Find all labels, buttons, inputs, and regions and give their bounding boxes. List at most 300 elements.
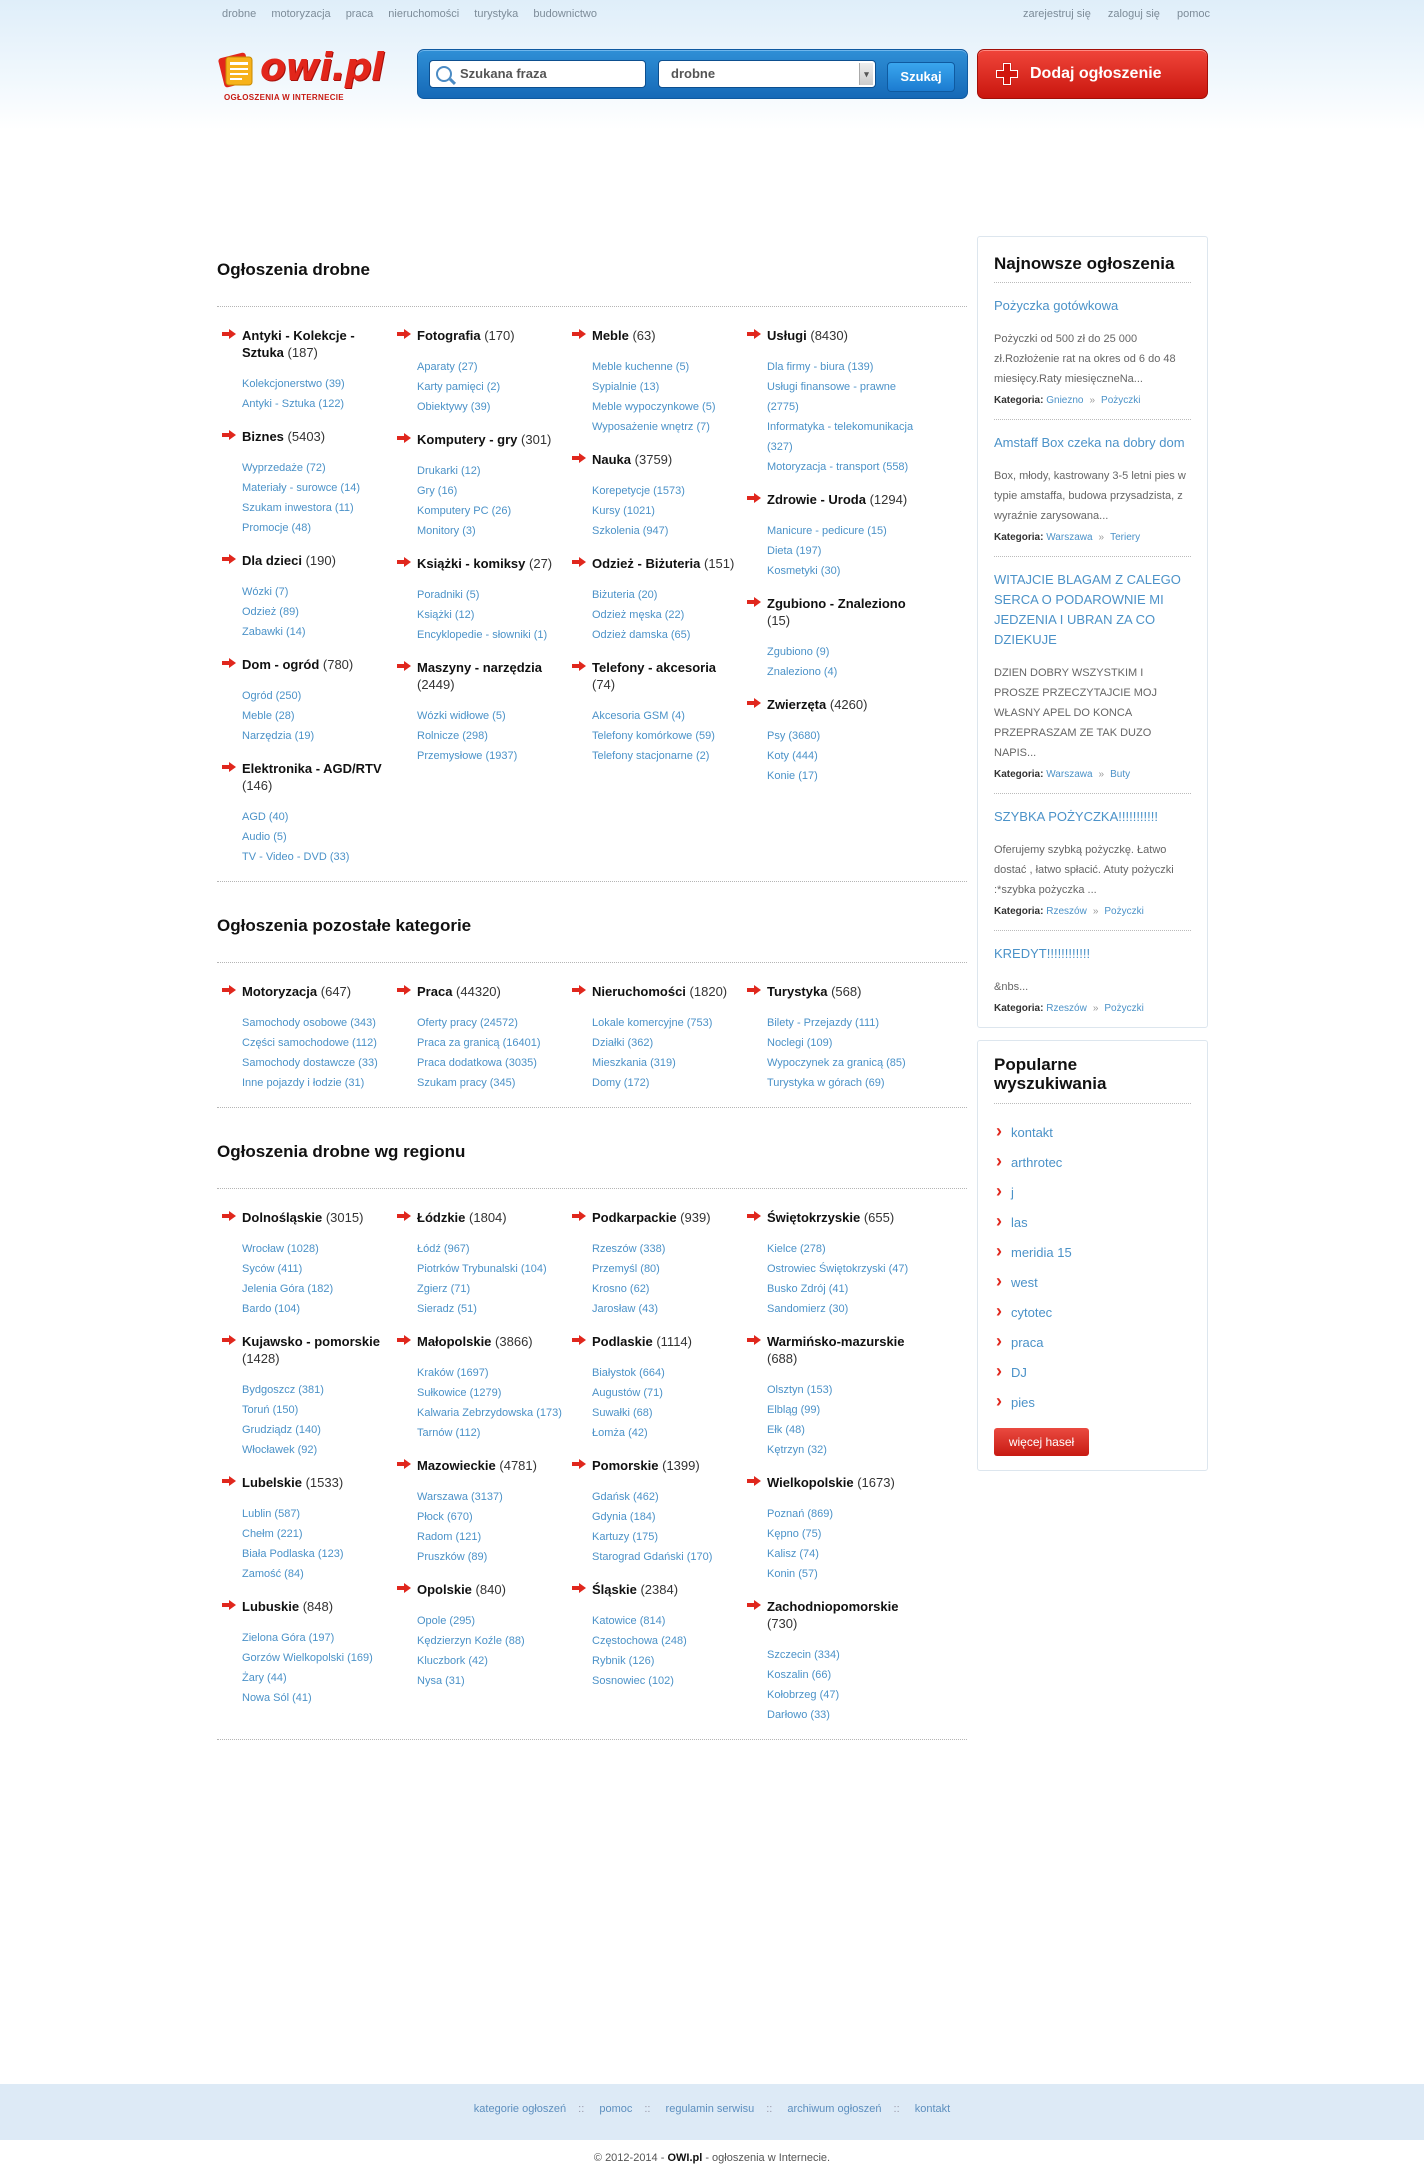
category-heading[interactable] <box>767 1474 917 1491</box>
subcategory-link[interactable]: Grudziądz (140) <box>242 1424 321 1436</box>
subcategory-link[interactable]: Ostrowiec Świętokrzyski (47) <box>767 1263 909 1275</box>
subcategory-link[interactable]: Turystyka w górach (69) <box>767 1077 885 1089</box>
subcategory-list <box>767 1504 917 1584</box>
listing-subcategory-link[interactable]: Buty <box>1110 769 1131 780</box>
category-grid <box>217 307 967 881</box>
subcategory-link[interactable]: Samochody dostawcze (33) <box>242 1057 378 1069</box>
subcategory-link[interactable]: Gdańsk (462) <box>592 1491 659 1503</box>
subcategory-link[interactable]: Sułkowice (1279) <box>417 1387 502 1399</box>
subcategory-link[interactable]: Warszawa (3137) <box>417 1491 503 1503</box>
subcategory-link[interactable]: Biżuteria (20) <box>592 589 658 601</box>
popular-search-link[interactable]: › west <box>994 1268 1191 1298</box>
subcategory-link[interactable]: Usługi finansowe - prawne (2775) <box>767 381 897 413</box>
subcategory-link[interactable]: Sosnowiec (102) <box>592 1675 674 1687</box>
subcategory-link[interactable]: Meble (28) <box>242 710 295 722</box>
subcategory-link[interactable]: Akcesoria GSM (4) <box>592 710 685 722</box>
subcategory-link[interactable]: Sypialnie (13) <box>592 381 660 393</box>
arrow-right-icon <box>572 985 586 995</box>
top-link-praca[interactable]: praca <box>345 8 374 20</box>
category-name[interactable]: Zachodniopomorskie <box>767 1599 899 1614</box>
subcategory-link[interactable]: Piotrków Trybunalski (104) <box>417 1263 547 1275</box>
subcategory-list <box>242 1013 392 1093</box>
subcategory-link[interactable]: Odzież męska (22) <box>592 609 685 621</box>
category-name[interactable]: Usługi <box>767 328 807 343</box>
subcategory-link[interactable]: Praca za granicą (16401) <box>417 1037 541 1049</box>
subcategory-link[interactable]: Płock (670) <box>417 1511 473 1523</box>
subcategory-link[interactable]: Korepetycje (1573) <box>592 485 685 497</box>
category-heading[interactable] <box>242 327 392 361</box>
subcategory-link[interactable]: Augustów (71) <box>592 1387 663 1399</box>
category-heading[interactable] <box>242 983 392 1000</box>
popular-search-link[interactable]: › cytotec <box>994 1298 1191 1328</box>
subcategory-list <box>417 1487 567 1567</box>
category-name[interactable]: Pomorskie <box>592 1458 659 1473</box>
subcategory-link[interactable]: Zgierz (71) <box>417 1283 471 1295</box>
category-heading[interactable] <box>242 1333 392 1367</box>
category-heading[interactable] <box>242 552 392 569</box>
category-heading[interactable] <box>417 1333 567 1350</box>
listing-title[interactable]: Amstaff Box czeka na dobry dom <box>994 435 1185 450</box>
subcategory-link[interactable]: Monitory (3) <box>417 525 476 537</box>
site-logo[interactable] <box>218 45 383 103</box>
category-name[interactable]: Podlaskie <box>592 1334 653 1349</box>
subcategory-link[interactable]: Gry (16) <box>417 485 458 497</box>
subcategory-link[interactable]: Kluczbork (42) <box>417 1655 488 1667</box>
category-name[interactable]: Biznes <box>242 429 284 444</box>
subcategory-link[interactable]: Kołobrzeg (47) <box>767 1689 840 1701</box>
top-link-nieruchomosci[interactable]: nieruchomości <box>388 8 460 20</box>
category-name[interactable]: Meble <box>592 328 629 343</box>
subcategory-link[interactable]: Noclegi (109) <box>767 1037 833 1049</box>
subcategory-link[interactable]: Jarosław (43) <box>592 1303 659 1315</box>
subcategory-link[interactable]: Materiały - surowce (14) <box>242 482 360 494</box>
subcategory-link[interactable]: Szkolenia (947) <box>592 525 669 537</box>
top-link-budownictwo[interactable]: budownictwo <box>533 8 597 20</box>
account-links <box>1009 8 1210 20</box>
subcategory-link[interactable]: Konie (17) <box>767 770 818 782</box>
subcategory-link[interactable]: Telefony komórkowe (59) <box>592 730 715 742</box>
subcategory-link[interactable]: Motoryzacja - transport (558) <box>767 461 909 473</box>
footer-link-categories[interactable]: kategorie ogłoszeń <box>473 2103 567 2115</box>
subcategory-link[interactable]: Meble wypoczynkowe (5) <box>592 401 716 413</box>
search-input[interactable] <box>429 60 646 88</box>
search-icon <box>436 66 452 82</box>
category-name[interactable]: Mazowieckie <box>417 1458 496 1473</box>
category-heading[interactable] <box>592 983 742 1000</box>
subcategory-link[interactable]: Audio (5) <box>242 831 287 843</box>
subcategory-link[interactable]: Katowice (814) <box>592 1615 666 1627</box>
category-block <box>742 696 917 786</box>
subcategory-link[interactable]: Oferty pracy (24572) <box>417 1017 518 1029</box>
subcategory-link[interactable]: Inne pojazdy i łodzie (31) <box>242 1077 365 1089</box>
subcategory-link[interactable]: Starograd Gdański (170) <box>592 1551 713 1563</box>
category-name[interactable]: Fotografia <box>417 328 481 343</box>
listing-location-link[interactable]: Rzeszów <box>1046 906 1087 917</box>
search-button[interactable]: Szukaj <box>887 62 955 92</box>
category-heading[interactable] <box>417 983 567 1000</box>
top-link-turystyka[interactable]: turystyka <box>474 8 519 20</box>
category-column <box>392 983 567 1107</box>
category-name[interactable]: Zwierzęta <box>767 697 827 712</box>
category-name[interactable]: Podkarpackie <box>592 1210 677 1225</box>
subcategory-link[interactable]: Meble kuchenne (5) <box>592 361 690 373</box>
subcategory-link[interactable]: Promocje (48) <box>242 522 312 534</box>
subcategory-link[interactable]: Sieradz (51) <box>417 1303 477 1315</box>
subcategory-link[interactable]: Włocławek (92) <box>242 1444 318 1456</box>
subcategory-link[interactable]: Działki (362) <box>592 1037 654 1049</box>
subcategory-link[interactable]: Busko Zdrój (41) <box>767 1283 849 1295</box>
category-heading[interactable] <box>767 1333 917 1367</box>
subcategory-link[interactable]: Narzędzia (19) <box>242 730 315 742</box>
category-heading[interactable] <box>242 428 392 445</box>
category-heading[interactable] <box>592 1457 742 1474</box>
category-heading[interactable] <box>417 431 567 448</box>
subcategory-link[interactable]: Odzież damska (65) <box>592 629 691 641</box>
top-link-motoryzacja[interactable]: motoryzacja <box>271 8 331 20</box>
category-name[interactable]: Nieruchomości <box>592 984 686 999</box>
popular-search-link[interactable]: › pies <box>994 1388 1191 1418</box>
search-placeholder: Szukana fraza <box>460 66 547 81</box>
category-block <box>392 659 567 766</box>
category-name[interactable]: Świętokrzyskie <box>767 1210 861 1225</box>
subcategory-link[interactable]: Koty (444) <box>767 750 818 762</box>
subcategory-link[interactable]: Kraków (1697) <box>417 1367 489 1379</box>
category-block <box>567 555 742 645</box>
category-name[interactable]: Dolnośląskie <box>242 1210 323 1225</box>
arrow-right-icon <box>397 985 411 995</box>
category-name[interactable]: Opolskie <box>417 1582 472 1597</box>
footer-link-terms[interactable]: regulamin serwisu <box>665 2103 755 2115</box>
subcategory-link[interactable]: Łomża (42) <box>592 1427 648 1439</box>
subcategory-link[interactable]: Kętrzyn (32) <box>767 1444 827 1456</box>
subcategory-link[interactable]: Kalisz (74) <box>767 1548 819 1560</box>
category-heading[interactable] <box>592 451 742 468</box>
category-count: (730) <box>767 1616 798 1631</box>
category-count: (63) <box>632 328 656 343</box>
listing-location-link[interactable]: Rzeszów <box>1046 1003 1087 1014</box>
category-heading[interactable] <box>417 1457 567 1474</box>
subcategory-link[interactable]: Wyprzedaże (72) <box>242 462 326 474</box>
subcategory-link[interactable]: TV - Video - DVD (33) <box>242 851 350 863</box>
category-block <box>742 595 917 682</box>
category-name[interactable]: Małopolskie <box>417 1334 492 1349</box>
category-name[interactable]: Śląskie <box>592 1582 637 1597</box>
double-chevron-icon: » <box>1092 1003 1099 1014</box>
category-name[interactable]: Telefony - akcesoria <box>592 660 717 675</box>
arrow-right-icon <box>222 329 236 339</box>
subcategory-link[interactable]: Kursy (1021) <box>592 505 655 517</box>
subcategory-link[interactable]: Ogród (250) <box>242 690 302 702</box>
category-heading[interactable] <box>417 1209 567 1226</box>
subcategory-link[interactable]: Krosno (62) <box>592 1283 650 1295</box>
category-name[interactable]: Komputery - gry <box>417 432 518 447</box>
top-bar <box>222 8 1210 24</box>
subcategory-link[interactable]: Kolekcjonerstwo (39) <box>242 378 345 390</box>
subcategory-link[interactable]: Lokale komercyjne (753) <box>592 1017 713 1029</box>
listing-title[interactable]: KREDYT!!!!!!!!!!!! <box>994 946 1091 961</box>
category-heading[interactable] <box>767 983 917 1000</box>
category-heading[interactable] <box>592 1209 742 1226</box>
category-heading[interactable] <box>767 1598 917 1632</box>
arrow-right-icon <box>747 1211 761 1221</box>
sidebar <box>977 236 1208 1471</box>
subcategory-link[interactable]: Częstochowa (248) <box>592 1635 687 1647</box>
category-heading[interactable] <box>242 760 392 794</box>
subcategory-link[interactable]: Sandomierz (30) <box>767 1303 849 1315</box>
subcategory-link[interactable]: Odzież (89) <box>242 606 299 618</box>
subcategory-link[interactable]: Żary (44) <box>242 1672 287 1684</box>
subcategory-link[interactable]: Dieta (197) <box>767 545 822 557</box>
subcategory-link[interactable]: AGD (40) <box>242 811 289 823</box>
register-link[interactable]: zarejestruj się <box>1023 8 1091 20</box>
subcategory-link[interactable]: Chełm (221) <box>242 1528 303 1540</box>
category-name[interactable]: Dom - ogród <box>242 657 320 672</box>
category-name[interactable]: Zgubiono - Znaleziono <box>767 596 906 611</box>
subcategory-link[interactable]: Wyposażenie wnętrz (7) <box>592 421 710 433</box>
category-heading[interactable] <box>767 595 917 629</box>
category-block <box>567 1333 742 1443</box>
arrow-right-icon <box>397 1459 411 1469</box>
category-heading[interactable] <box>592 1333 742 1350</box>
category-name[interactable]: Kujawsko - pomorskie <box>242 1334 380 1349</box>
subcategory-link[interactable]: Wrocław (1028) <box>242 1243 319 1255</box>
category-name[interactable]: Zdrowie - Uroda <box>767 492 866 507</box>
subcategory-link[interactable]: Wypoczynek za granicą (85) <box>767 1057 906 1069</box>
subcategory-link[interactable]: Białystok (664) <box>592 1367 665 1379</box>
subcategory-link[interactable]: Psy (3680) <box>767 730 821 742</box>
subcategory-link[interactable]: Konin (57) <box>767 1568 818 1580</box>
category-heading[interactable] <box>417 1581 567 1598</box>
category-block <box>742 1333 917 1460</box>
listing-title[interactable]: WITAJCIE BLAGAM Z CALEGO SERCA O PODAROWNIE MI JEDZENIA I UBRAN ZA CO DZIEKUJE <box>994 572 1181 647</box>
listing-category-label: Kategoria: <box>994 1003 1044 1014</box>
subcategory-link[interactable]: Ełk (48) <box>767 1424 805 1436</box>
category-name[interactable]: Antyki - Kolekcje - Sztuka <box>242 328 355 360</box>
subcategory-link[interactable]: Poradniki (5) <box>417 589 480 601</box>
listing-subcategory-link[interactable]: Pożyczki <box>1104 906 1144 917</box>
subcategory-list <box>417 1239 567 1319</box>
listing-title[interactable]: Pożyczka gotówkowa <box>994 298 1119 313</box>
category-select[interactable] <box>658 60 876 88</box>
category-name[interactable]: Motoryzacja <box>242 984 318 999</box>
subcategory-link[interactable]: Karty pamięci (2) <box>417 381 501 393</box>
subcategory-link[interactable]: Manicure - pedicure (15) <box>767 525 887 537</box>
subcategory-link[interactable]: Łódź (967) <box>417 1243 470 1255</box>
subcategory-link[interactable]: Przemyśl (80) <box>592 1263 660 1275</box>
category-name[interactable]: Książki - komiksy <box>417 556 526 571</box>
subcategory-link[interactable]: Kartuzy (175) <box>592 1531 659 1543</box>
subcategory-list <box>417 1611 567 1691</box>
listing-description: Oferujemy szybką pożyczkę. Łatwo dostać , łatwo spłacić. Atuty pożyczki :*szybka pożyczka ... <box>994 844 1174 896</box>
listing-subcategory-link[interactable]: Pożyczki <box>1101 395 1141 406</box>
category-name[interactable]: Dla dzieci <box>242 553 302 568</box>
arrow-right-icon <box>572 1459 586 1469</box>
subcategory-link[interactable]: Praca dodatkowa (3035) <box>417 1057 537 1069</box>
listing-category-label: Kategoria: <box>994 769 1044 780</box>
popular-search-link[interactable]: › j <box>994 1178 1191 1208</box>
subcategory-link[interactable]: Telefony stacjonarne (2) <box>592 750 710 762</box>
category-block <box>392 327 567 417</box>
subcategory-link[interactable]: Wózki (7) <box>242 586 289 598</box>
subcategory-link[interactable]: Szukam pracy (345) <box>417 1077 516 1089</box>
subcategory-link[interactable]: Szukam inwestora (11) <box>242 502 354 514</box>
subcategory-link[interactable]: Toruń (150) <box>242 1404 299 1416</box>
subcategory-link[interactable]: Rolnicze (298) <box>417 730 488 742</box>
newest-listing-item <box>994 557 1191 793</box>
more-searches-button[interactable]: więcej haseł <box>994 1428 1089 1456</box>
subcategory-link[interactable]: Informatyka - telekomunikacja (327) <box>767 421 914 453</box>
footer-link-archive[interactable]: archiwum ogłoszeń <box>787 2103 882 2115</box>
listing-location-link[interactable]: Warszawa <box>1046 532 1093 543</box>
subcategory-link[interactable]: Samochody osobowe (343) <box>242 1017 376 1029</box>
category-heading[interactable] <box>767 696 917 713</box>
subcategory-link[interactable]: Biała Podlaska (123) <box>242 1548 344 1560</box>
subcategory-link[interactable]: Koszalin (66) <box>767 1669 832 1681</box>
category-heading[interactable] <box>242 1209 392 1226</box>
subcategory-link[interactable]: Poznań (869) <box>767 1508 834 1520</box>
subcategory-link[interactable]: Znaleziono (4) <box>767 666 838 678</box>
popular-search-link[interactable]: › praca <box>994 1328 1191 1358</box>
subcategory-link[interactable]: Mieszkania (319) <box>592 1057 676 1069</box>
category-heading[interactable] <box>417 327 567 344</box>
category-heading[interactable] <box>592 327 742 344</box>
category-block <box>392 1457 567 1567</box>
subcategory-link[interactable]: Kędzierzyn Koźle (88) <box>417 1635 525 1647</box>
subcategory-link[interactable]: Wózki widłowe (5) <box>417 710 506 722</box>
category-heading[interactable] <box>592 555 742 572</box>
category-heading[interactable] <box>242 1474 392 1491</box>
category-heading[interactable] <box>242 1598 392 1615</box>
subcategory-link[interactable]: Opole (295) <box>417 1615 476 1627</box>
subcategory-link[interactable]: Antyki - Sztuka (122) <box>242 398 345 410</box>
newest-listing-item <box>994 794 1191 930</box>
category-heading[interactable] <box>767 491 917 508</box>
listing-subcategory-link[interactable]: Pożyczki <box>1104 1003 1144 1014</box>
subcategory-list <box>592 1487 742 1567</box>
subcategory-link[interactable]: Bardo (104) <box>242 1303 301 1315</box>
subcategory-link[interactable]: Syców (411) <box>242 1263 303 1275</box>
popular-search-link[interactable]: › DJ <box>994 1358 1191 1388</box>
subcategory-link[interactable]: Olsztyn (153) <box>767 1384 833 1396</box>
category-heading[interactable] <box>417 555 567 572</box>
subcategory-link[interactable]: Bydgoszcz (381) <box>242 1384 324 1396</box>
subcategory-link[interactable]: Domy (172) <box>592 1077 650 1089</box>
subcategory-link[interactable]: Książki (12) <box>417 609 475 621</box>
subcategory-link[interactable]: Obiektywy (39) <box>417 401 491 413</box>
subcategory-link[interactable]: Zabawki (14) <box>242 626 306 638</box>
listing-title[interactable]: SZYBKA POŻYCZKA!!!!!!!!!!! <box>994 809 1158 824</box>
subcategory-link[interactable]: Pruszków (89) <box>417 1551 488 1563</box>
help-link[interactable]: pomoc <box>1176 8 1210 20</box>
subcategory-link[interactable]: Zielona Góra (197) <box>242 1632 335 1644</box>
category-heading[interactable] <box>592 659 742 693</box>
subcategory-link[interactable]: Lublin (587) <box>242 1508 301 1520</box>
subcategory-link[interactable]: Jelenia Góra (182) <box>242 1283 334 1295</box>
subcategory-link[interactable]: Kielce (278) <box>767 1243 826 1255</box>
category-name[interactable]: Nauka <box>592 452 632 467</box>
category-block <box>392 1581 567 1691</box>
subcategory-link[interactable]: Kalwaria Zebrzydowska (173) <box>417 1407 562 1419</box>
listing-location-link[interactable]: Gniezno <box>1046 395 1084 406</box>
subcategory-link[interactable]: Nowa Sól (41) <box>242 1692 312 1704</box>
subcategory-link[interactable]: Nysa (31) <box>417 1675 465 1687</box>
add-listing-button[interactable] <box>977 49 1208 99</box>
logo-newspaper-icon <box>218 51 260 89</box>
subcategory-link[interactable]: Radom (121) <box>417 1531 482 1543</box>
popular-search-link[interactable]: › meridia 15 <box>994 1238 1191 1268</box>
category-name[interactable]: Warmińsko-mazurskie <box>767 1334 905 1349</box>
category-name[interactable]: Maszyny - narzędzia <box>417 660 542 675</box>
listing-location-link[interactable]: Warszawa <box>1046 769 1093 780</box>
category-heading[interactable] <box>417 659 567 693</box>
subcategory-link[interactable]: Encyklopedie - słowniki (1) <box>417 629 548 641</box>
subcategory-link[interactable]: Kosmetyki (30) <box>767 565 841 577</box>
subcategory-link[interactable]: Kępno (75) <box>767 1528 822 1540</box>
subcategory-link[interactable]: Bilety - Przejazdy (111) <box>767 1017 880 1029</box>
category-name[interactable]: Praca <box>417 984 453 999</box>
category-heading[interactable] <box>592 1581 742 1598</box>
subcategory-list <box>592 1013 742 1093</box>
category-name[interactable]: Turystyka <box>767 984 828 999</box>
popular-search-link[interactable]: › las <box>994 1208 1191 1238</box>
category-name[interactable]: Odzież - Biżuteria <box>592 556 701 571</box>
category-name[interactable]: Łódzkie <box>417 1210 466 1225</box>
subcategory-link[interactable]: Zgubiono (9) <box>767 646 830 658</box>
subcategory-link[interactable]: Tarnów (112) <box>417 1427 481 1439</box>
subcategory-link[interactable]: Dla firmy - biura (139) <box>767 361 874 373</box>
popular-search-link[interactable]: › kontakt <box>994 1118 1191 1148</box>
arrow-right-icon <box>747 1335 761 1345</box>
arrow-right-icon <box>747 985 761 995</box>
category-heading[interactable] <box>767 327 917 344</box>
subcategory-link[interactable]: Gdynia (184) <box>592 1511 656 1523</box>
subcategory-link[interactable]: Komputery PC (26) <box>417 505 512 517</box>
category-block <box>742 1598 917 1725</box>
login-link[interactable]: zaloguj się <box>1107 8 1160 20</box>
category-name[interactable]: Elektronika - AGD/RTV <box>242 761 382 776</box>
subcategory-link[interactable]: Zamość (84) <box>242 1568 304 1580</box>
subcategory-link[interactable]: Gorzów Wielkopolski (169) <box>242 1652 373 1664</box>
subcategory-link[interactable]: Rzeszów (338) <box>592 1243 666 1255</box>
subcategory-link[interactable]: Części samochodowe (112) <box>242 1037 377 1049</box>
subcategory-link[interactable]: Rybnik (126) <box>592 1655 655 1667</box>
category-column <box>742 327 917 881</box>
copyright <box>0 2152 1424 2164</box>
subcategory-link[interactable]: Darłowo (33) <box>767 1709 830 1721</box>
subcategory-link[interactable]: Aparaty (27) <box>417 361 478 373</box>
subcategory-link[interactable]: Przemysłowe (1937) <box>417 750 518 762</box>
double-chevron-icon: » <box>1098 769 1105 780</box>
footer-link-help[interactable]: pomoc <box>599 2103 633 2115</box>
subcategory-link[interactable]: Elbląg (99) <box>767 1404 821 1416</box>
top-link-drobne[interactable]: drobne <box>222 8 257 20</box>
category-name[interactable]: Lubuskie <box>242 1599 300 1614</box>
footer-link-contact[interactable]: kontakt <box>914 2103 951 2115</box>
subcategory-link[interactable]: Suwałki (68) <box>592 1407 653 1419</box>
category-block <box>742 1209 917 1319</box>
arrow-right-icon <box>572 1583 586 1593</box>
category-name[interactable]: Wielkopolskie <box>767 1475 854 1490</box>
listing-subcategory-link[interactable]: Teriery <box>1110 532 1141 543</box>
popular-search-link[interactable]: › arthrotec <box>994 1148 1191 1178</box>
subcategory-link[interactable]: Drukarki (12) <box>417 465 481 477</box>
category-heading[interactable] <box>767 1209 917 1226</box>
category-name[interactable]: Lubelskie <box>242 1475 302 1490</box>
category-heading[interactable] <box>242 656 392 673</box>
subcategory-link[interactable]: Szczecin (334) <box>767 1649 840 1661</box>
listing-description: Pożyczki od 500 zł do 25 000 zł.Rozłożenie rat na okres od 6 do 48 miesięcy.Raty miesięczneNa... <box>994 333 1176 385</box>
category-block <box>742 491 917 581</box>
